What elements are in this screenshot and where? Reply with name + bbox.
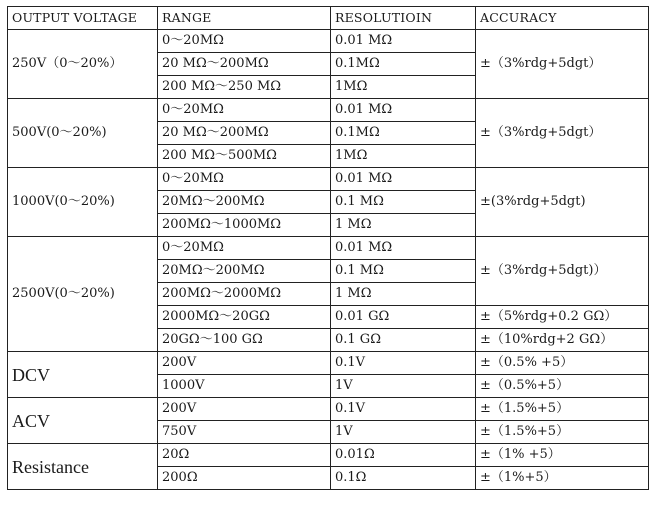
range-cell: 200MΩ～1000MΩ xyxy=(158,214,331,237)
voltage-cell: 2500V(0～20%) xyxy=(8,237,158,352)
resolution-cell: 1MΩ xyxy=(331,76,476,99)
range-cell: 20 MΩ～200MΩ xyxy=(158,53,331,76)
resolution-cell: 0.01 MΩ xyxy=(331,168,476,191)
header-accuracy: ACCURACY xyxy=(476,7,649,30)
resolution-cell: 0.01 GΩ xyxy=(331,306,476,329)
header-resolution: RESOLUTIOIN xyxy=(331,7,476,30)
table-row xyxy=(8,99,649,122)
range-cell: 200Ω xyxy=(158,467,331,490)
resolution-cell: 1V xyxy=(331,421,476,444)
header-row xyxy=(8,7,649,30)
header-range: RANGE xyxy=(158,7,331,30)
resolution-cell: 0.01 MΩ xyxy=(331,237,476,260)
range-cell: 200V xyxy=(158,352,331,375)
accuracy-cell: ±（1%+5） xyxy=(476,467,649,490)
resolution-cell: 0.1V xyxy=(331,352,476,375)
resolution-cell: 1MΩ xyxy=(331,145,476,168)
specification-table xyxy=(7,6,649,490)
range-cell: 1000V xyxy=(158,375,331,398)
accuracy-cell: ±（3%rdg+5dgt)） xyxy=(476,237,649,306)
range-cell: 200 MΩ～250 MΩ xyxy=(158,76,331,99)
resolution-cell: 0.1V xyxy=(331,398,476,421)
range-cell: 20MΩ～200MΩ xyxy=(158,191,331,214)
header-output-voltage: OUTPUT VOLTAGE xyxy=(8,7,158,30)
function-label-resistance: Resistance xyxy=(8,444,158,490)
range-cell: 750V xyxy=(158,421,331,444)
table-row xyxy=(8,352,649,375)
resolution-cell: 0.1 GΩ xyxy=(331,329,476,352)
range-cell: 20 MΩ～200MΩ xyxy=(158,122,331,145)
function-label-acv: ACV xyxy=(8,398,158,444)
range-cell: 0～20MΩ xyxy=(158,99,331,122)
resolution-cell: 0.01 MΩ xyxy=(331,30,476,53)
table-row xyxy=(8,168,649,191)
resolution-cell: 0.1MΩ xyxy=(331,53,476,76)
accuracy-cell: ±（1% +5） xyxy=(476,444,649,467)
voltage-cell: 1000V(0～20%) xyxy=(8,168,158,237)
resolution-cell: 1 MΩ xyxy=(331,214,476,237)
accuracy-cell: ±（0.5%+5） xyxy=(476,375,649,398)
accuracy-cell: ±（3%rdg+5dgt） xyxy=(476,99,649,168)
accuracy-cell: ±（10%rdg+2 GΩ） xyxy=(476,329,649,352)
accuracy-cell: ±（1.5%+5） xyxy=(476,421,649,444)
accuracy-cell: ±（0.5% +5） xyxy=(476,352,649,375)
range-cell: 0～20MΩ xyxy=(158,30,331,53)
range-cell: 200MΩ～2000MΩ xyxy=(158,283,331,306)
accuracy-cell: ±(3%rdg+5dgt) xyxy=(476,168,649,237)
voltage-cell: 250V（0～20%） xyxy=(8,30,158,99)
function-label-dcv: DCV xyxy=(8,352,158,398)
resolution-cell: 1V xyxy=(331,375,476,398)
range-cell: 20GΩ～100 GΩ xyxy=(158,329,331,352)
range-cell: 2000MΩ～20GΩ xyxy=(158,306,331,329)
resolution-cell: 0.1MΩ xyxy=(331,122,476,145)
spec-table-container xyxy=(7,6,649,490)
resolution-cell: 0.01 MΩ xyxy=(331,99,476,122)
range-cell: 0～20MΩ xyxy=(158,237,331,260)
accuracy-cell: ±（3%rdg+5dgt） xyxy=(476,30,649,99)
range-cell: 200 MΩ～500MΩ xyxy=(158,145,331,168)
accuracy-cell: ±（1.5%+5） xyxy=(476,398,649,421)
range-cell: 20MΩ～200MΩ xyxy=(158,260,331,283)
resolution-cell: 0.1 MΩ xyxy=(331,191,476,214)
table-row xyxy=(8,398,649,421)
resolution-cell: 0.1Ω xyxy=(331,467,476,490)
range-cell: 200V xyxy=(158,398,331,421)
range-cell: 20Ω xyxy=(158,444,331,467)
resolution-cell: 0.1 MΩ xyxy=(331,260,476,283)
range-cell: 0～20MΩ xyxy=(158,168,331,191)
table-row xyxy=(8,444,649,467)
resolution-cell: 1 MΩ xyxy=(331,283,476,306)
resolution-cell: 0.01Ω xyxy=(331,444,476,467)
table-row xyxy=(8,237,649,260)
table-row xyxy=(8,30,649,53)
voltage-cell: 500V(0～20%) xyxy=(8,99,158,168)
accuracy-cell: ±（5%rdg+0.2 GΩ） xyxy=(476,306,649,329)
